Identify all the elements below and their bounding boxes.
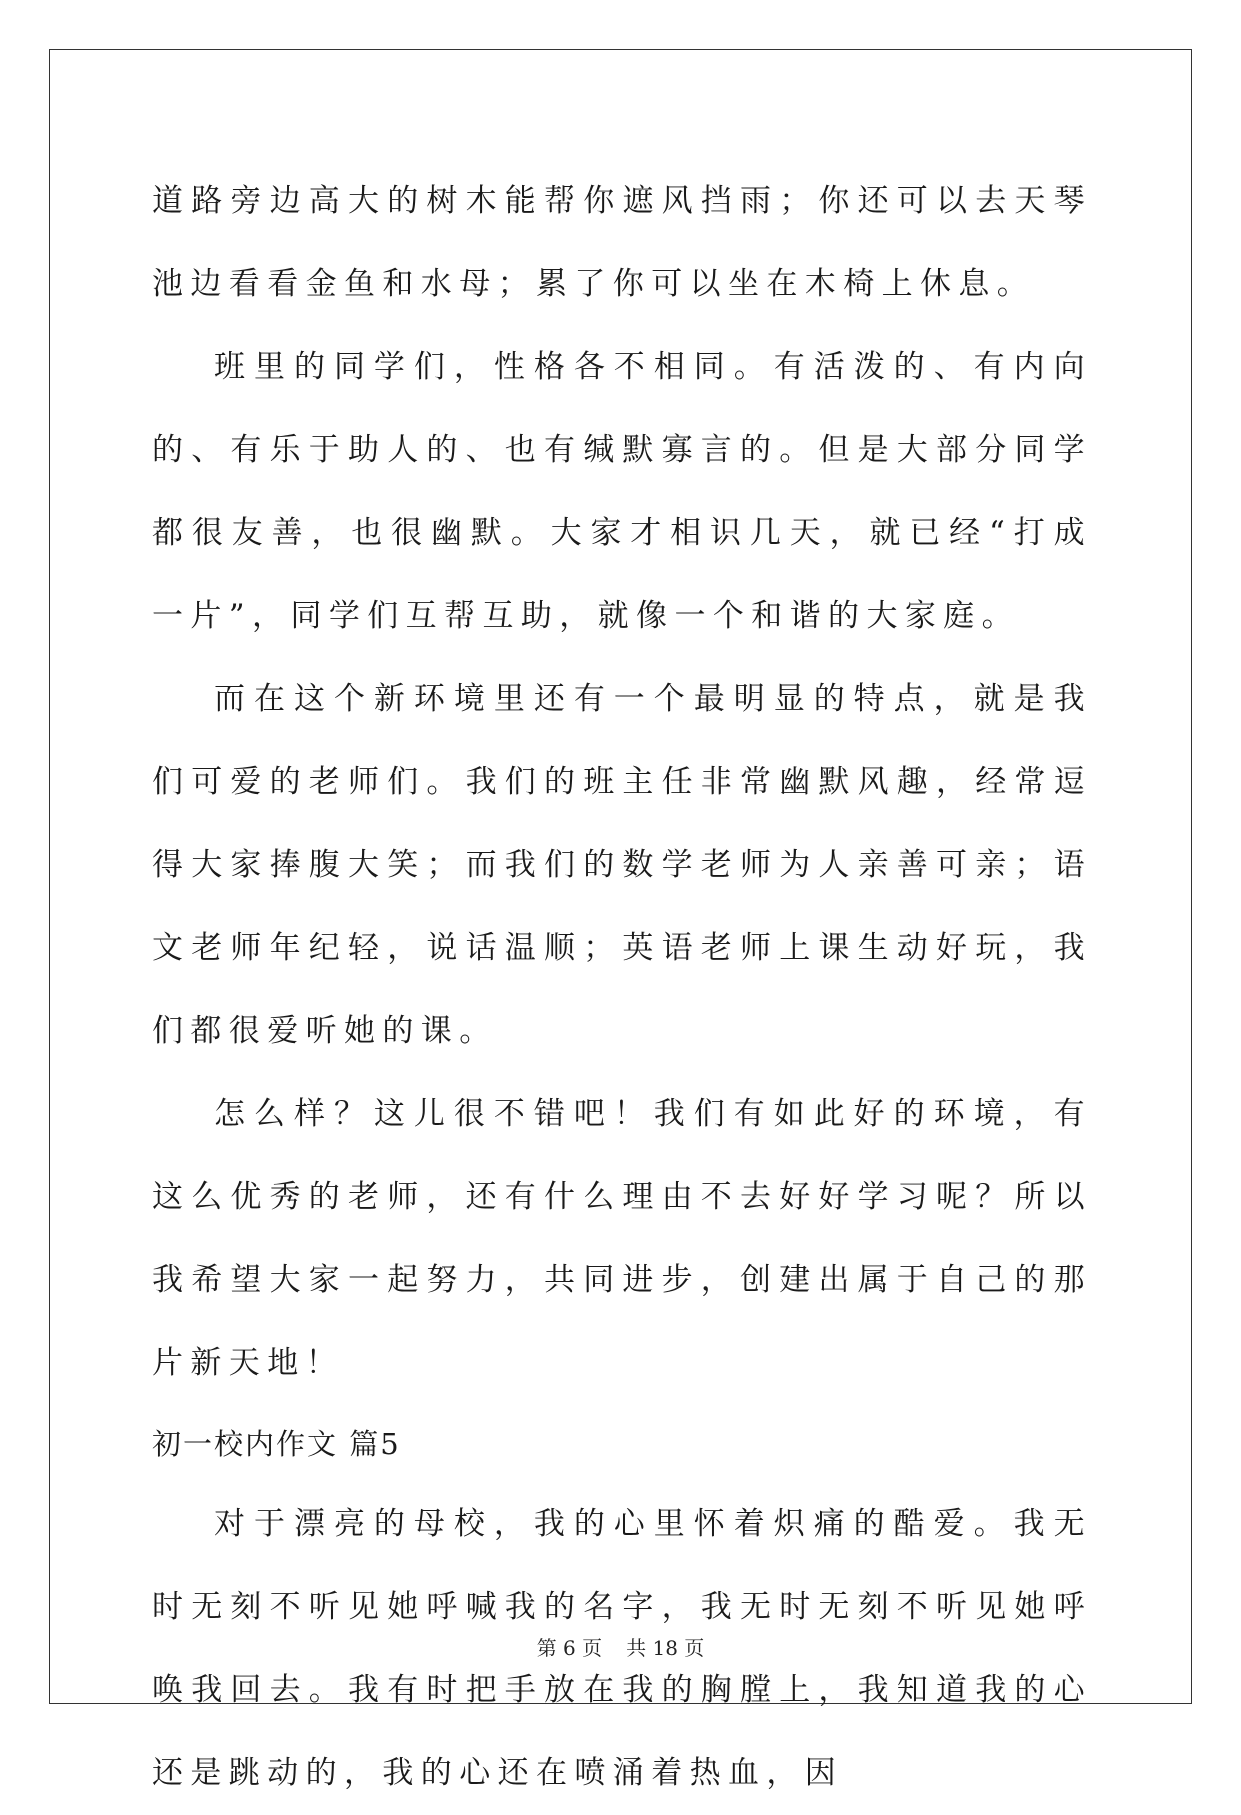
paragraph-classmates: 班里的同学们，性格各不相同。有活泼的、有内向的、有乐于助人的、也有缄默寡言的。但是大部分同学都很友善，也很幽默。大家才相识几天，就已经“打成一片”，同学们互帮互助，就像一个和谐的大家庭。	[152, 349, 1092, 634]
page-total: 共 18 页	[626, 1636, 705, 1660]
paragraph-section-5: 对于漂亮的母校，我的心里怀着炽痛的酷爱。我无时无刻不听见她呼喊我的名字，我无时无刻不听见她呼唤我回去。我有时把手放在我的胸膛上，我知道我的心还是跳动的，我的心还在喷涌着热血，因	[152, 1506, 1092, 1791]
page-footer	[0, 1632, 1241, 1661]
section-heading: 初一校内作文 篇5	[152, 1427, 401, 1461]
paragraph-continued: 道路旁边高大的树木能帮你遮风挡雨；你还可以去天琴池边看看金鱼和水母；累了你可以坐在木椅上休息。	[152, 183, 1092, 302]
paragraph-conclusion: 怎么样？这儿很不错吧！我们有如此好的环境，有这么优秀的老师，还有什么理由不去好好学习呢？所以我希望大家一起努力，共同进步，创建出属于自己的那片新天地！	[152, 1096, 1092, 1381]
document-body	[152, 160, 1092, 1815]
paragraph-teachers: 而在这个新环境里还有一个最明显的特点，就是我们可爱的老师们。我们的班主任非常幽默风趣，经常逗得大家捧腹大笑；而我们的数学老师为人亲善可亲；语文老师年纪轻，说话温顺；英语老师上课生动好玩，我们都很爱听她的课。	[152, 681, 1092, 1049]
page-number: 第 6 页	[536, 1636, 603, 1660]
